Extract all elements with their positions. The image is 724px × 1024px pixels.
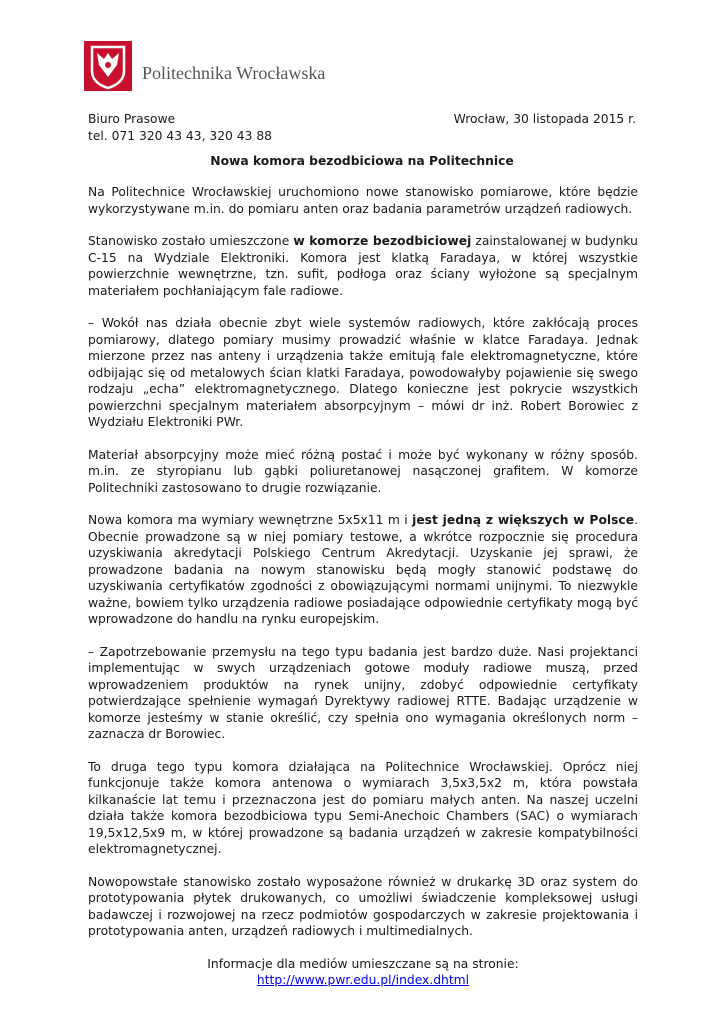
paragraph-quote-borowiec: – Wokół nas działa obecnie zbyt wiele systemów radiowych, które zakłócają proces pomiarowy, dlatego pomiary musimy prowadzić właśnie w klatce Faradaya. Jednak mierzone przez nas anteny i urządzenia także emitują fale elektromagnetyczne, które odbijając się od metalowych ścian klatki Faradaya, powodowałyby pojawienie się swego rodzaju „echa” elektromagnetycznego. Dlatego konieczne jest pokrycie wszystkich powierzchni specjalnym materiałem absorpcyjnym – mówi dr inż. Robert Borowiec z Wydziału Elektroniki PWr.	[88, 316, 638, 429]
university-name: Politechnika Wrocławska	[142, 63, 326, 83]
media-info-text: Informacje dla mediów umieszczane są na stronie:	[207, 956, 519, 971]
emphasis-chamber: w komorze bezodbiciowej	[293, 234, 472, 248]
paragraph-industry-demand: – Zapotrzebowanie przemysłu na tego typu badania jest bardzo duże. Nasi projektanci implementując w swych urządzeniach gotowe moduły radiowe muszą, przed wprowadzeniem produktów na rynek unijny, zdobyć odpowiednie certyfikaty potwierdzające spełnienie wymagań Dyrektywy radiowej RTTE. Badając urządzenie w komorze jesteśmy w stanie określić, czy spełnia ono wymagania określonych norm – zaznacza dr Borowiec.	[88, 644, 638, 741]
phone-numbers: tel. 071 320 43 43, 320 43 88	[88, 129, 272, 143]
paragraph-absorbing-material: Materiał absorpcyjny może mieć różną postać i może być wykonany w różny sposób. m.in. ze styropianu lub gąbki poliuretanowej nasączonej grafitem. W komorze Politechniki zastosowano to drugie rozwiązanie.	[88, 447, 638, 495]
university-crest-icon	[84, 41, 132, 91]
media-info	[88, 956, 638, 989]
paragraph-other-chambers: To druga tego typu komora działająca na Politechnice Wrocławskiej. Oprócz niej funkcjonuje także komora antenowa o wymiarach 3,5x3,5x2 m, która powstała kilkanaście lat temu i przeznaczona jest do pomiaru małych anten. Na naszej uczelni działa także komora bezodbiciowa typu Semi-Anechoic Chambers (SAC) o wymiarach 19,5x12,5x9 m, w której prowadzone są badania urządzeń w zakresie kompatybilności elektromagnetycznej.	[88, 759, 638, 856]
website-link[interactable]: http://www.pwr.edu.pl/index.dhtml	[256, 973, 470, 987]
emphasis-largest-poland: jest jedną z większych w Polsce	[412, 513, 635, 527]
university-logo	[84, 41, 324, 93]
paragraph-intro: Na Politechnice Wrocławskiej uruchomiono nowe stanowisko pomiarowe, które będzie wykorzystywane m.in. do pomiaru anten oraz badania parametrów urządzeń radiowych.	[88, 185, 638, 216]
letter-header	[88, 111, 636, 145]
paragraph-equipment: Nowopowstałe stanowisko zostało wyposażone również w drukarkę 3D oraz system do prototypowania płytek drukowanych, co umożliwi świadczenie kompleksowej usługi badawczej i rozwojowej na rzecz podmiotów gospodarczych w zakresie projektowania i prototypowania anten, urządzeń radiowych i multimedialnych.	[88, 874, 638, 938]
paragraph-location: Stanowisko zostało umieszczone w komorze bezodbiciowej zainstalowanej w budynku C-15 na Wydziale Elektroniki. Komora jest klatką Faradaya, w której wszystkie powierzchnie wewnętrzne, tzn. sufit, podłoga oraz ściany wyłożone są specjalnym materiałem pochłaniającym fale radiowe.	[88, 234, 638, 298]
article-title: Nowa komora bezodbiciowa na Politechnice	[210, 154, 514, 168]
paragraph-dimensions: Nowa komora ma wymiary wewnętrzne 5x5x11 m i jest jedną z większych w Polsce. Obecnie prowadzone są w niej pomiary testowe, a wkrótce rozpocznie się procedura uzyskiwania akredytacji Polskiego Centrum Akredytacji. Uzyskanie jej sprawi, że prowadzone badania na nowym stanowisku będą mogły stanowić podstawę do uzyskiwania certyfikatów zgodności z obowiązującymi normami unijnymi. To niezwykle ważne, bowiem tylko urządzenia radiowe posiadające odpowiednie certyfikaty mogą być wprowadzone do handlu na rynku europejskim.	[88, 513, 638, 626]
article-body	[88, 184, 638, 989]
letter-date: Wrocław, 30 listopada 2015 r.	[453, 112, 636, 126]
press-office-label: Biuro Prasowe	[88, 112, 176, 126]
